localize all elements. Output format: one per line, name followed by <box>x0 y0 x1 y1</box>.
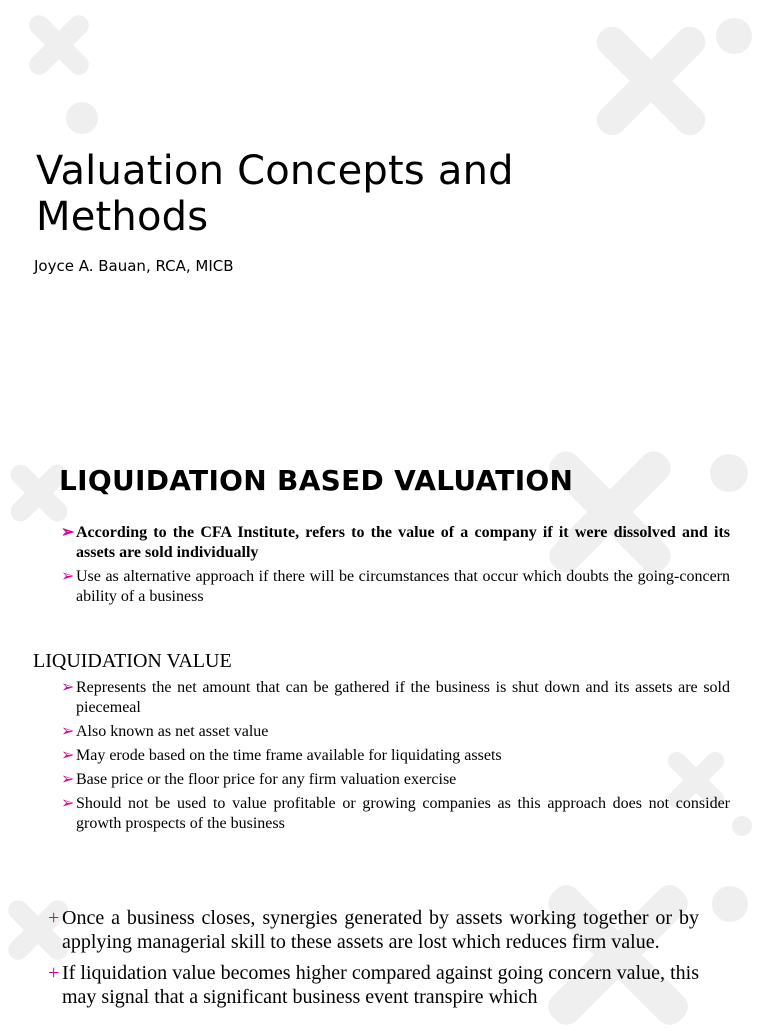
bullet-text: Use as alternative approach if there will be circumstances that occur which doubts the going-concern ability of a business <box>76 568 730 605</box>
section-heading: LIQUIDATION BASED VALUATION <box>59 464 574 497</box>
bullet-text: Represents the net amount that can be gathered if the business is shut down and its assets are sold piecemeal <box>76 679 730 716</box>
list-item <box>61 523 730 563</box>
liquidation-value-bullet-list <box>61 678 730 838</box>
arrow-bullet-icon: ➢ <box>61 568 75 585</box>
bullet-text: May erode based on the time frame available for liquidating assets <box>76 747 502 764</box>
list-item <box>48 906 699 954</box>
list-item <box>61 722 730 742</box>
list-item <box>61 746 730 766</box>
list-item <box>61 794 730 834</box>
bullet-text: Also known as net asset value <box>76 723 269 740</box>
dot-decoration-icon <box>710 454 748 492</box>
dot-decoration-icon <box>732 816 752 836</box>
plus-bullet-icon: + <box>48 907 60 929</box>
arrow-bullet-icon: ➢ <box>61 795 75 812</box>
dot-decoration-icon <box>712 886 748 922</box>
slide-subtitle: Joyce A. Bauan, RCA, MICB <box>34 257 234 275</box>
definition-bullet-list <box>61 523 730 611</box>
arrow-bullet-icon: ➢ <box>61 524 75 541</box>
x-decoration-icon <box>596 26 706 136</box>
arrow-bullet-icon: ➢ <box>61 771 75 788</box>
arrow-bullet-icon: ➢ <box>61 723 75 740</box>
dot-decoration-icon <box>66 102 98 134</box>
arrow-bullet-icon: ➢ <box>61 747 75 764</box>
bullet-text: Once a business closes, synergies generated by assets working together or by applying managerial skill to these assets are lost which reduces firm value. <box>62 907 699 953</box>
bullet-text: According to the CFA Institute, refers to the value of a company if it were dissolved and its assets are sold individually <box>76 524 730 561</box>
x-decoration-icon <box>14 462 64 524</box>
list-item <box>61 678 730 718</box>
bullet-text: Base price or the floor price for any firm valuation exercise <box>76 771 457 788</box>
dot-decoration-icon <box>716 18 752 54</box>
notes-bullet-list <box>48 906 699 1016</box>
x-decoration-icon <box>28 14 90 76</box>
list-item <box>61 770 730 790</box>
list-item <box>61 567 730 607</box>
arrow-bullet-icon: ➢ <box>61 679 75 696</box>
plus-bullet-icon: + <box>48 962 60 984</box>
list-item <box>48 961 699 1009</box>
slide-title: Valuation Concepts and Methods <box>36 148 514 240</box>
bullet-text: Should not be used to value profitable or growing companies as this approach does not consider growth prospects of the business <box>76 795 730 832</box>
bullet-text: If liquidation value becomes higher compared against going concern value, this may signal that a significant business event transpire which <box>62 962 699 1008</box>
liquidation-value-heading: LIQUIDATION VALUE <box>33 650 232 672</box>
